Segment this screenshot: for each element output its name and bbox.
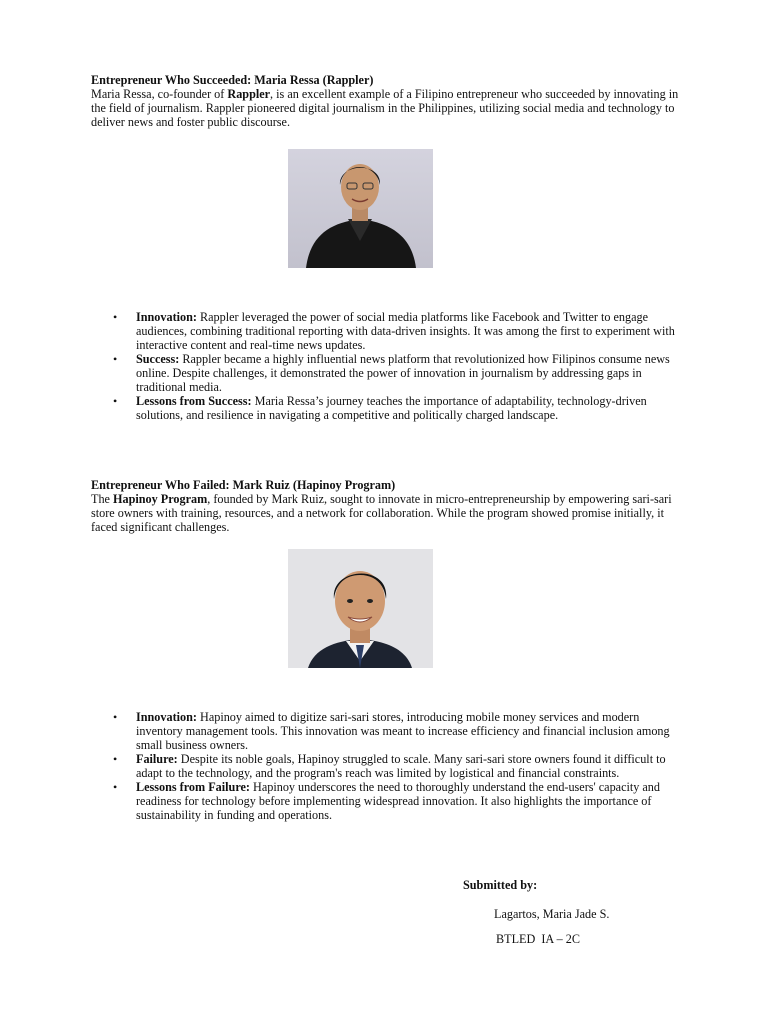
list-item: • Failure: Despite its noble goals, Hapinoy struggled to scale. Many sari-sari store owners found it difficult to adapt to the technology, and the program's reach was limited by logistical and financial constraints.	[113, 752, 683, 780]
submitter-name: Lagartos, Maria Jade S.	[494, 907, 610, 921]
body-text: , is an excellent example of a Filipino entrepreneur who succeeded by innovating in the field of journalism. Rappler pioneered digital journalism in the Philippines, utilizing social media and technology to deliver news and foster public discourse.	[91, 87, 679, 129]
section-success	[91, 73, 691, 129]
list-item: • Innovation: Rappler leveraged the power of social media platforms like Facebook and Twitter to engage audiences, combining traditional reporting with data-driven insights. It was among the first to experiment with interactive content and real-time news updates.	[113, 310, 683, 352]
list-item: • Success: Rappler became a highly influential news platform that revolutionized how Filipinos consume news online. Despite challenges, it demonstrated the power of innovation in journalism by addressing gaps in traditional media.	[113, 352, 683, 394]
body-text: Maria Ressa, co-founder of	[91, 87, 228, 101]
list-item: • Innovation: Hapinoy aimed to digitize sari-sari stores, introducing mobile money services and modern inventory management tools. This innovation was meant to increase efficiency and financial inclusion among small business owners.	[113, 710, 683, 752]
section-failure-heading: Entrepreneur Who Failed: Mark Ruiz (Hapinoy Program)	[91, 478, 396, 492]
list-item: • Lessons from Success: Maria Ressa’s journey teaches the importance of adaptability, technology-driven solutions, and resilience in navigating a competitive and politically charged landscape.	[113, 394, 683, 422]
emphasis-text: Rappler	[227, 87, 271, 101]
portrait-image	[288, 149, 433, 268]
failure-bullet-list	[113, 710, 683, 822]
section-failure-intro	[91, 492, 691, 534]
submitted-by-label: Submitted by:	[463, 878, 538, 892]
section-success-intro	[91, 87, 691, 129]
submitter-section: BTLED IA – 2C	[496, 932, 580, 946]
maria-ressa-photo	[288, 149, 433, 268]
body-text: , founded by Mark Ruiz, sought to innovate in micro-entrepreneurship by empowering sari-sari store owners with training, resources, and a network for collaboration. While the program showed promise initially, it faced significant challenges.	[91, 492, 672, 534]
section-success-heading: Entrepreneur Who Succeeded: Maria Ressa (Rappler)	[91, 73, 374, 87]
section-failure	[91, 478, 691, 534]
success-bullet-list	[113, 310, 683, 422]
emphasis-text: Hapinoy Program	[113, 492, 208, 506]
list-item: • Lessons from Failure: Hapinoy underscores the need to thoroughly understand the end-users' capacity and readiness for technology before implementing widespread innovation. It also highlights the importance of sustainability in funding and operations.	[113, 780, 683, 822]
mark-ruiz-photo	[288, 549, 433, 668]
body-text: The	[91, 492, 113, 506]
portrait-image	[288, 549, 433, 668]
